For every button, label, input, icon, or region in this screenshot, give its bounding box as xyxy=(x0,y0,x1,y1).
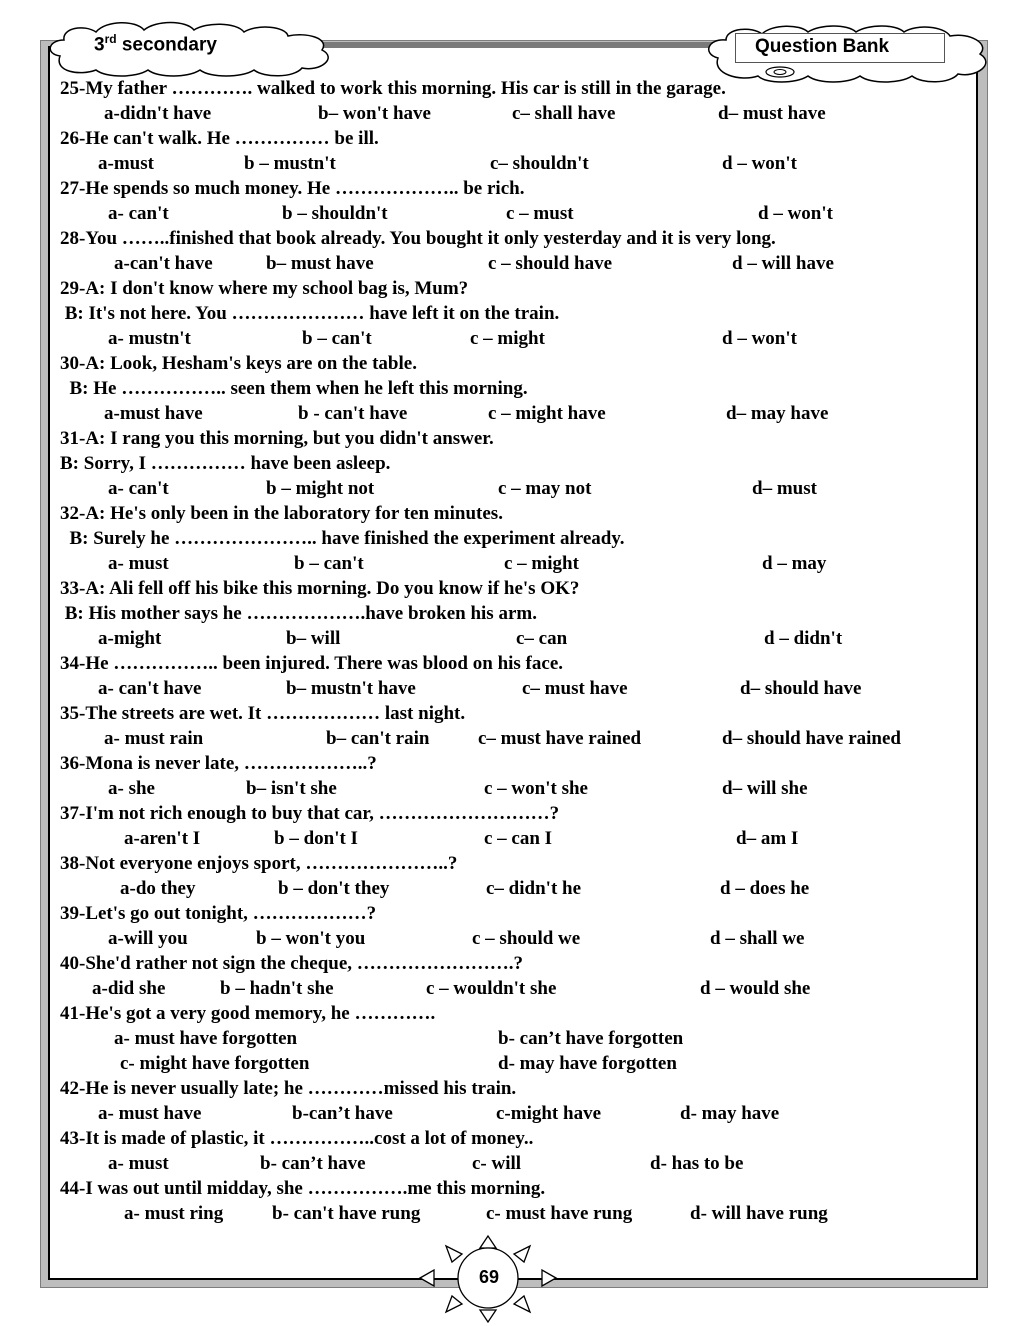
question-29-options xyxy=(60,326,960,351)
option-d: d – won't xyxy=(758,203,833,224)
option-b: b – won't you xyxy=(256,928,366,949)
option-a: a- can't have xyxy=(98,678,202,699)
question-40-options xyxy=(60,976,960,1001)
option-d: d – would she xyxy=(700,978,811,999)
question-list xyxy=(60,76,960,1226)
option-b: b – can't xyxy=(302,328,372,349)
option-c: c- might have forgotten xyxy=(120,1053,310,1074)
option-d: d – does he xyxy=(720,878,810,899)
option-b: b - can't have xyxy=(298,403,408,424)
option-b: b– can't rain xyxy=(326,728,430,749)
option-b: b – don't they xyxy=(278,878,390,899)
question-40-stem: 40-She'd rather not sign the cheque, …………………….? xyxy=(60,953,524,974)
option-d: d– should have rained xyxy=(722,728,901,749)
question-43-stem: 43-It is made of plastic, it ……………..cost a lot of money.. xyxy=(60,1128,534,1149)
option-a: a- can't xyxy=(108,203,169,224)
option-a: a-didn't have xyxy=(104,103,212,124)
option-a: a-aren't I xyxy=(124,828,201,849)
option-b: b – might not xyxy=(266,478,375,499)
option-d: d – shall we xyxy=(710,928,805,949)
option-c: c – wouldn't she xyxy=(426,978,557,999)
option-a: a-must have xyxy=(104,403,203,424)
option-d: d – won't xyxy=(722,328,797,349)
option-c: c – might have xyxy=(488,403,606,424)
option-b: b – mustn't xyxy=(244,153,336,174)
option-c: c– can xyxy=(516,628,568,649)
question-37-stem: 37-I'm not rich enough to buy that car, ………………………? xyxy=(60,803,560,824)
option-a: a- must xyxy=(108,1153,169,1174)
option-b: b– won't have xyxy=(318,103,431,124)
option-c: c – should have xyxy=(488,253,613,274)
option-c: c – can I xyxy=(484,828,553,849)
option-a: a- mustn't xyxy=(108,328,191,349)
question-29-stem: B: It's not here. You ………………… have left it on the train. xyxy=(60,303,560,324)
question-39-options xyxy=(60,926,960,951)
option-a: a- must rain xyxy=(104,728,204,749)
option-a: a-do they xyxy=(120,878,196,899)
question-35-stem: 35-The streets are wet. It ……………… last night. xyxy=(60,703,466,724)
question-42-stem: 42-He is never usually late; he …………missed his train. xyxy=(60,1078,517,1099)
page-number: 69 xyxy=(478,1267,500,1287)
option-b: b – shouldn't xyxy=(282,203,388,224)
option-a: a-might xyxy=(98,628,162,649)
option-d: d- may have xyxy=(680,1103,780,1124)
option-b: b – can't xyxy=(294,553,364,574)
option-b: b-can’t have xyxy=(292,1103,393,1124)
question-33-options xyxy=(60,626,960,651)
option-c: c – won't she xyxy=(484,778,588,799)
option-a: a- must have forgotten xyxy=(114,1028,298,1049)
grade-cloud xyxy=(40,18,340,78)
question-28-options xyxy=(60,251,960,276)
question-30-stem: B: He …………….. seen them when he left this morning. xyxy=(60,378,528,399)
option-c: c– shall have xyxy=(512,103,616,124)
question-36-stem: 36-Mona is never late, ………………..? xyxy=(60,753,377,774)
option-c: c- will xyxy=(472,1153,522,1174)
option-d: d– must have xyxy=(718,103,826,124)
question-25-stem: 25-My father …………. walked to work this morning. His car is still in the garage. xyxy=(60,78,726,99)
option-d: d – will have xyxy=(732,253,834,274)
option-a: a- can't xyxy=(108,478,169,499)
option-a: a- must ring xyxy=(124,1203,224,1224)
question-28-stem: 28-You ……..finished that book already. You bought it only yesterday and it is very long. xyxy=(60,228,776,249)
question-31-options xyxy=(60,476,960,501)
option-d: d- will have rung xyxy=(690,1203,828,1224)
grade-label: 3rd secondary xyxy=(94,32,217,56)
option-d: d – won't xyxy=(722,153,797,174)
option-c: c-might have xyxy=(496,1103,602,1124)
question-30-stem: 30-A: Look, Hesham's keys are on the table. xyxy=(60,353,417,374)
option-a: a-did she xyxy=(92,978,166,999)
option-b: b- can't have rung xyxy=(272,1203,421,1224)
option-d: d – may xyxy=(762,553,827,574)
option-a: a- must xyxy=(108,553,169,574)
question-36-options xyxy=(60,776,960,801)
question-41-options-row xyxy=(60,1026,960,1051)
option-a: a-must xyxy=(98,153,154,174)
section-label: Question Bank xyxy=(755,36,890,57)
option-c: c – should we xyxy=(472,928,581,949)
option-b: b– mustn't have xyxy=(286,678,416,699)
question-41-options-row xyxy=(60,1051,960,1076)
question-33-stem: 33-A: Ali fell off his bike this morning. Do you know if he's OK? xyxy=(60,578,580,599)
option-d: d– must xyxy=(752,478,817,499)
option-c: c – might xyxy=(504,553,579,574)
option-b: b- can’t have xyxy=(260,1153,366,1174)
question-31-stem: B: Sorry, I …………… have been asleep. xyxy=(60,453,391,474)
question-29-stem: 29-A: I don't know where my school bag is, Mum? xyxy=(60,278,469,299)
option-d: d- may have forgotten xyxy=(498,1053,677,1074)
option-b: b – don't I xyxy=(274,828,358,849)
option-c: c– must have rained xyxy=(478,728,642,749)
option-c: c- must have rung xyxy=(486,1203,633,1224)
question-33-stem: B: His mother says he ……………….have broken his arm. xyxy=(60,603,537,624)
question-38-stem: 38-Not everyone enjoys sport, …………………..? xyxy=(60,853,458,874)
option-c: c– shouldn't xyxy=(490,153,589,174)
question-43-options xyxy=(60,1151,960,1176)
option-a: a-can't have xyxy=(114,253,213,274)
option-b: b- can’t have forgotten xyxy=(498,1028,684,1049)
option-d: d- has to be xyxy=(650,1153,744,1174)
question-44-stem: 44-I was out until midday, she …………….me this morning. xyxy=(60,1178,546,1199)
question-34-stem: 34-He …………….. been injured. There was blood on his face. xyxy=(60,653,563,674)
option-b: b – hadn't she xyxy=(220,978,334,999)
question-32-stem: 32-A: He's only been in the laboratory for ten minutes. xyxy=(60,503,503,524)
option-d: d– will she xyxy=(722,778,808,799)
option-a: a- must have xyxy=(98,1103,202,1124)
option-d: d– am I xyxy=(736,828,799,849)
question-41-stem: 41-He's got a very good memory, he …………. xyxy=(60,1003,436,1024)
option-d: d – didn't xyxy=(764,628,843,649)
question-32-options xyxy=(60,551,960,576)
option-c: c – might xyxy=(470,328,545,349)
option-b: b– must have xyxy=(266,253,374,274)
question-37-options xyxy=(60,826,960,851)
question-35-options xyxy=(60,726,960,751)
question-31-stem: 31-A: I rang you this morning, but you didn't answer. xyxy=(60,428,494,449)
option-c: c– didn't he xyxy=(486,878,582,899)
option-c: c – must xyxy=(506,203,574,224)
question-25-options xyxy=(60,101,960,126)
question-38-options xyxy=(60,876,960,901)
question-39-stem: 39-Let's go out tonight, ………………? xyxy=(60,903,377,924)
option-d: d– should have xyxy=(740,678,862,699)
question-27-options xyxy=(60,201,960,226)
option-b: b– isn't she xyxy=(246,778,337,799)
option-a: a-will you xyxy=(108,928,188,949)
option-c: c– must have xyxy=(522,678,628,699)
question-42-options xyxy=(60,1101,960,1126)
question-26-stem: 26-He can't walk. He …………… be ill. xyxy=(60,128,379,149)
question-34-options xyxy=(60,676,960,701)
option-c: c – may not xyxy=(498,478,592,499)
question-44-options xyxy=(60,1201,960,1226)
question-26-options xyxy=(60,151,960,176)
option-a: a- she xyxy=(108,778,155,799)
question-32-stem: B: Surely he ………………….. have finished the experiment already. xyxy=(60,528,625,549)
question-30-options xyxy=(60,401,960,426)
question-27-stem: 27-He spends so much money. He ……………….. be rich. xyxy=(60,178,525,199)
option-d: d– may have xyxy=(726,403,829,424)
option-b: b– will xyxy=(286,628,341,649)
